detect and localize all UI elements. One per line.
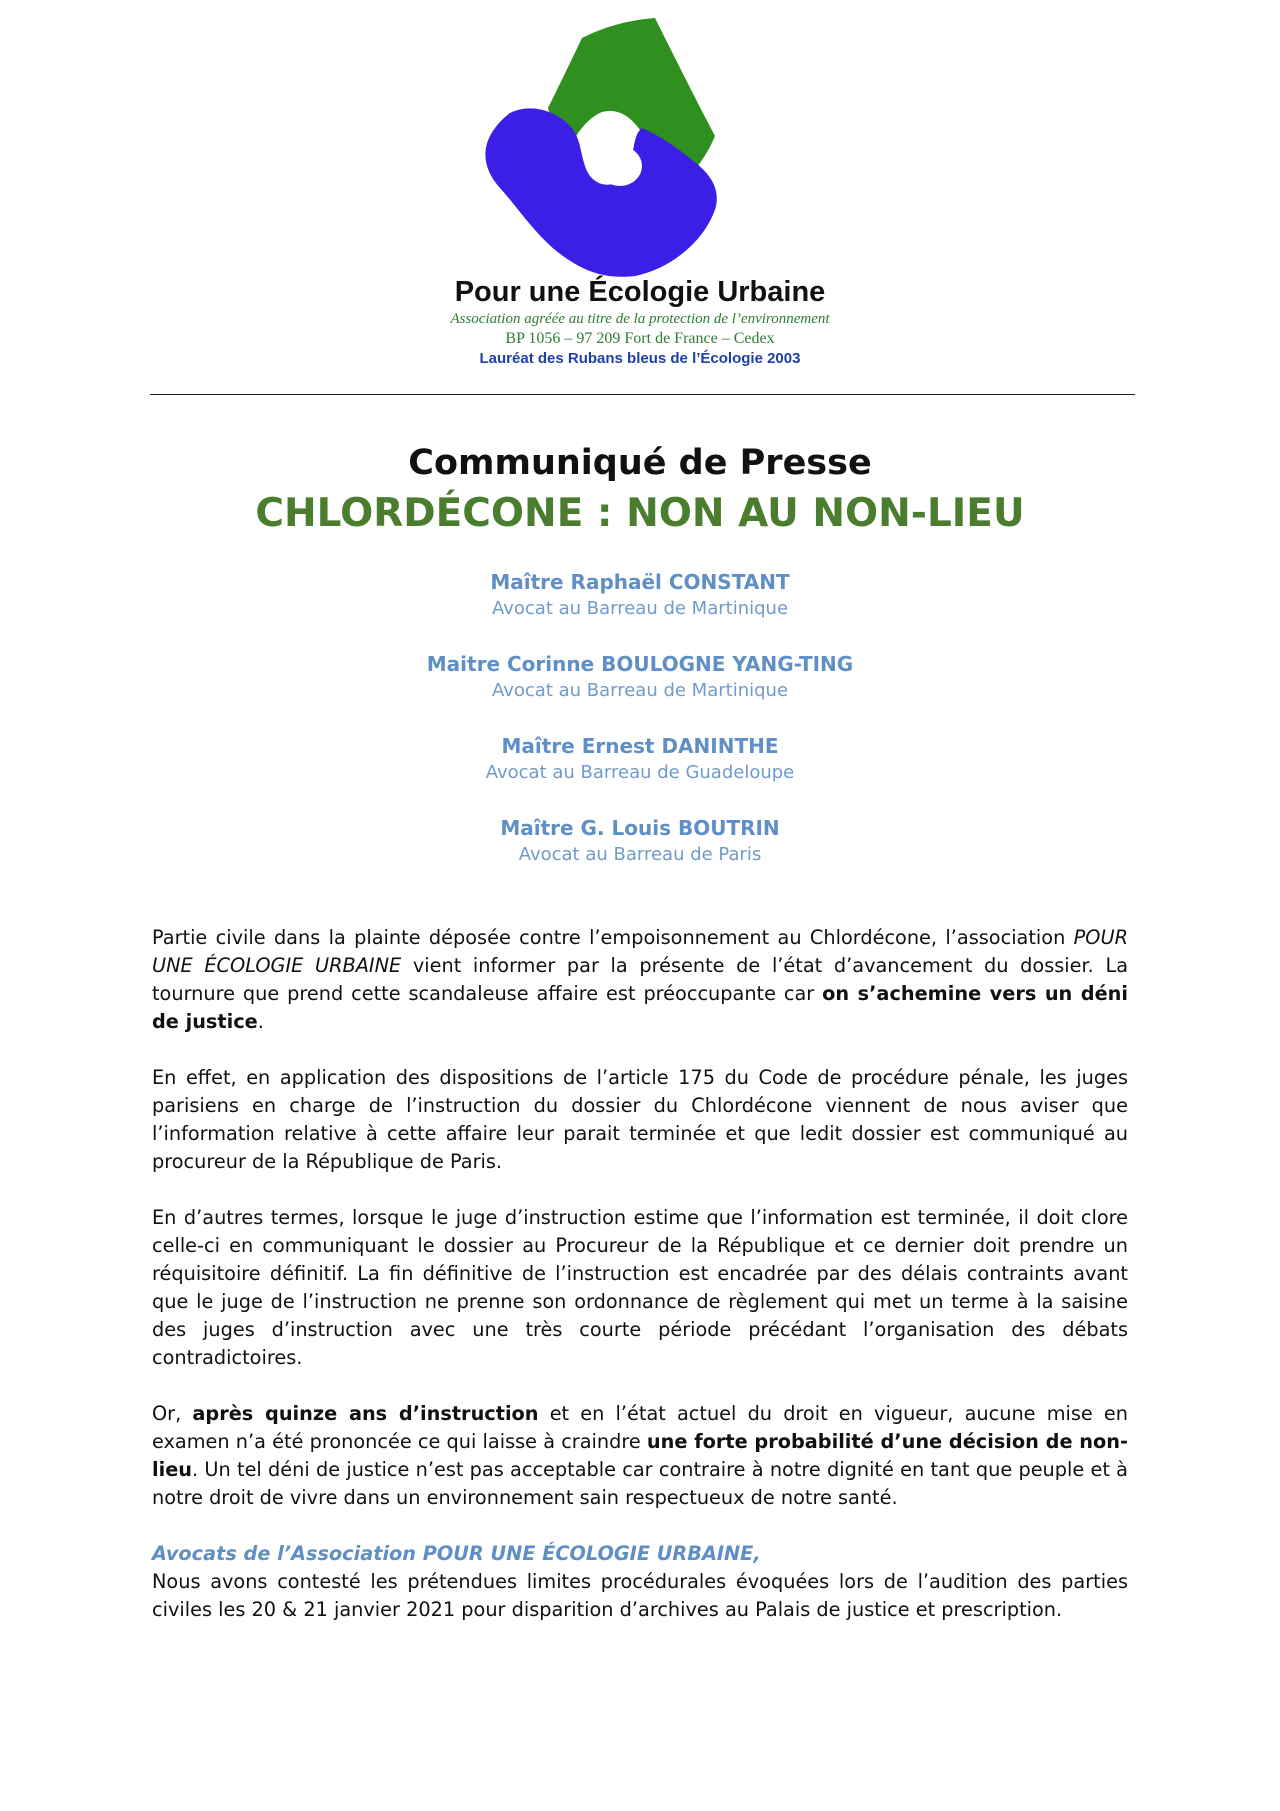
p1-association-name: POUR UNE ÉCOLOGIE URBAINE (152, 926, 1128, 977)
lawyer-item (0, 568, 1280, 622)
p1-emphasis: on s’achemine vers un déni de justice (152, 982, 1128, 1033)
org-name: Pour une Écologie Urbaine (454, 276, 826, 308)
signature-line: Avocats de l’Association POUR UNE ÉCOLOGIE URBAINE, (152, 1542, 761, 1565)
header-divider (150, 394, 1135, 395)
lawyer-title: Avocat au Barreau de Guadeloupe (485, 762, 795, 783)
p1-text-c: vient informer par la présente de l’état d’avancement du dossier. La tournure que prend cette scandaleuse affaire est préoccupante car (152, 954, 1129, 1005)
paragraph-5 (152, 1540, 1128, 1624)
p4-text-c: et en l’état actuel du droit en vigueur, aucune mise en examen n’a été prononcée ce qui laisse à craindre (152, 1402, 1128, 1453)
org-award: Lauréat des Rubans bleus de l’Écologie 2003 (479, 350, 801, 367)
headline: CHLORDÉCONE : NON AU NON-LIEU (255, 491, 1025, 536)
lawyer-title: Avocat au Barreau de Paris (518, 844, 762, 865)
logo-white-hole (598, 146, 642, 186)
lawyer-list (0, 568, 1280, 896)
p5-text: Nous avons contesté les prétendues limites procédurales évoquées lors de l’audition des parties civiles les 20 & 21 janvier 2021 pour disparition d’archives au Palais de justice et prescription. (152, 1570, 1128, 1621)
press-release-title: Communiqué de Presse (408, 443, 872, 483)
p4-emphasis-1: après quinze ans d’instruction (192, 1402, 539, 1425)
lawyer-name: Maitre Corinne BOULOGNE YANG-TING (426, 652, 854, 676)
p4-emphasis-2: une forte probabilité d’une décision de non-lieu (152, 1430, 1128, 1481)
lawyer-name: Maître Raphaël CONSTANT (490, 570, 790, 594)
paragraph-1 (152, 924, 1128, 1036)
paragraph-3: En d’autres termes, lorsque le juge d’instruction estime que l’information est terminée, il doit clore celle-ci en communiquant le dossier au Procureur de la République et ce dernier doit prendre un réquisitoire définitif. La fin définitive de l’instruction est encadrée par des délais contraints avant que le juge de l’instruction ne prenne son ordonnance de règlement qui met un terme à la saisine des juges d’instruction avec une très courte période précédant l’organisation des débats contradictoires. (152, 1206, 1128, 1369)
lawyer-item (0, 732, 1280, 786)
lawyer-item (0, 650, 1280, 704)
p1-text-a: Partie civile dans la plainte déposée contre l’empoisonnement au Chlordécone, l’association (152, 926, 1074, 949)
lawyer-title: Avocat au Barreau de Martinique (491, 680, 789, 701)
lawyer-name: Maître Ernest DANINTHE (501, 734, 779, 758)
lawyer-title: Avocat au Barreau de Martinique (491, 598, 789, 619)
paragraph-2: En effet, en application des dispositions de l’article 175 du Code de procédure pénale, les juges parisiens en charge de l’instruction du dossier du Chlordécone viennent de nous aviser que l’information relative à cette affaire leur parait terminée et que ledit dossier est communiqué au procureur de la République de Paris. (152, 1066, 1128, 1173)
logo-icon (470, 18, 770, 278)
body-text (152, 924, 1128, 1624)
p4-text-e: . Un tel déni de justice n’est pas acceptable car contraire à notre dignité en tant que peuple et à notre droit de vivre dans un environnement sain respectueux de notre santé. (152, 1458, 1128, 1509)
p4-text-a: Or, (152, 1402, 193, 1425)
p1-text-e: . (257, 1010, 264, 1033)
org-address: BP 1056 – 97 209 Fort de France – Cedex (505, 330, 775, 347)
org-subtitle: Association agréée au titre de la protection de l’environnement (450, 311, 830, 327)
lawyer-name: Maître G. Louis BOUTRIN (500, 816, 780, 840)
lawyer-item (0, 814, 1280, 868)
paragraph-4 (152, 1400, 1128, 1512)
